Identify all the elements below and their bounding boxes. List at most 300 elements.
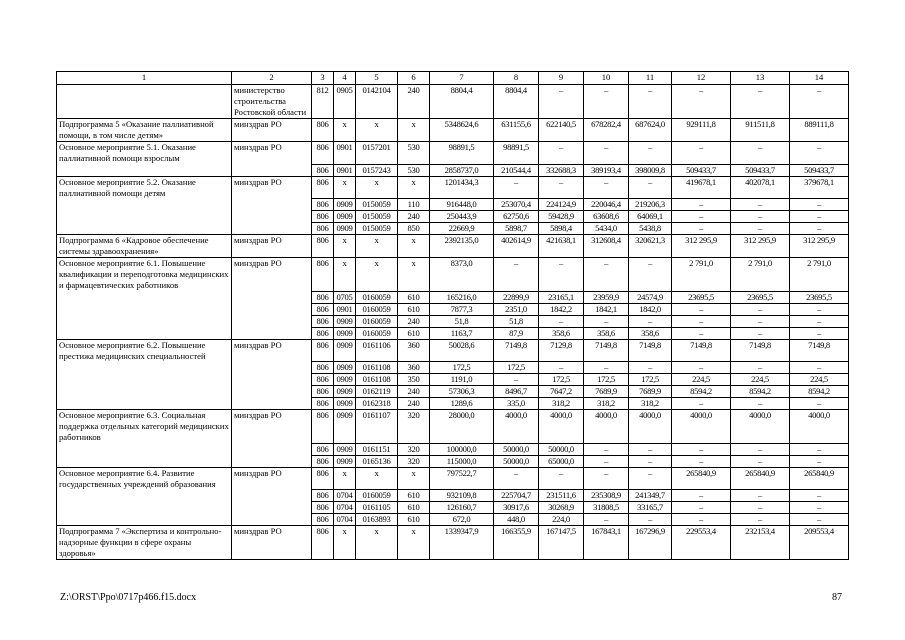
value-cell: 2351,0 — [494, 303, 539, 315]
value-cell: 806 — [312, 119, 334, 142]
value-cell: 2392135,0 — [430, 235, 494, 258]
value-cell: 0901 — [334, 164, 356, 176]
value-cell: 806 — [312, 514, 334, 526]
value-cell: 87,9 — [494, 327, 539, 339]
value-cell: 265840,9 — [790, 467, 849, 490]
value-cell: 530 — [398, 164, 430, 176]
program-name-cell — [57, 514, 232, 526]
value-cell: 172,5 — [539, 374, 584, 386]
column-header: 9 — [539, 72, 584, 85]
program-name-cell — [57, 327, 232, 339]
value-cell: 530 — [398, 142, 430, 165]
value-cell: 312 295,9 — [672, 235, 731, 258]
value-cell: – — [629, 467, 672, 490]
value-cell: 98891,5 — [430, 142, 494, 165]
value-cell: – — [672, 327, 731, 339]
value-cell: 419678,1 — [672, 176, 731, 199]
value-cell: 5348624,6 — [430, 119, 494, 142]
program-name-cell — [57, 223, 232, 235]
value-cell: – — [790, 315, 849, 327]
column-header: 3 — [312, 72, 334, 85]
value-cell: 812 — [312, 85, 334, 119]
value-cell: 806 — [312, 443, 334, 455]
value-cell: 358,6 — [629, 327, 672, 339]
value-cell: – — [672, 362, 731, 374]
value-cell: 64069,1 — [629, 211, 672, 223]
value-cell: 806 — [312, 455, 334, 467]
value-cell: 1289,6 — [430, 398, 494, 410]
table-row — [57, 502, 849, 514]
table-body — [57, 85, 849, 560]
value-cell: 4000,0 — [790, 410, 849, 444]
value-cell: – — [672, 455, 731, 467]
value-cell: 0909 — [334, 327, 356, 339]
value-cell: 806 — [312, 526, 334, 560]
value-cell: 24574,9 — [629, 291, 672, 303]
value-cell: – — [790, 327, 849, 339]
value-cell: 402078,1 — [731, 176, 790, 199]
value-cell: 8594,2 — [672, 386, 731, 398]
value-cell: – — [494, 258, 539, 292]
value-cell: 8594,2 — [790, 386, 849, 398]
table-row — [57, 303, 849, 315]
column-header: 13 — [731, 72, 790, 85]
value-cell: 806 — [312, 327, 334, 339]
value-cell: 0161106 — [356, 339, 398, 362]
value-cell: 4000,0 — [494, 410, 539, 444]
budget-table — [56, 71, 849, 560]
value-cell: – — [731, 502, 790, 514]
value-cell: 22899,9 — [494, 291, 539, 303]
value-cell: 5434,0 — [584, 223, 629, 235]
column-header: 4 — [334, 72, 356, 85]
value-cell: 7689,9 — [629, 386, 672, 398]
value-cell: 0704 — [334, 514, 356, 526]
column-header: 2 — [232, 72, 312, 85]
value-cell: – — [629, 514, 672, 526]
value-cell: 1191,0 — [430, 374, 494, 386]
value-cell: 911511,8 — [731, 119, 790, 142]
value-cell: 0160059 — [356, 291, 398, 303]
value-cell: 320 — [398, 455, 430, 467]
value-cell: 0150059 — [356, 223, 398, 235]
value-cell: 241349,7 — [629, 490, 672, 502]
executor-cell — [232, 490, 312, 502]
value-cell: 210544,4 — [494, 164, 539, 176]
value-cell: – — [584, 467, 629, 490]
value-cell: 7149,8 — [790, 339, 849, 362]
program-name-cell — [57, 85, 232, 119]
value-cell: 4000,0 — [629, 410, 672, 444]
value-cell: – — [790, 85, 849, 119]
value-cell: 4000,0 — [584, 410, 629, 444]
value-cell: 1339347,9 — [430, 526, 494, 560]
value-cell: 165216,0 — [430, 291, 494, 303]
value-cell: 0909 — [334, 362, 356, 374]
value-cell: 0150059 — [356, 211, 398, 223]
value-cell: 0901 — [334, 142, 356, 165]
value-cell: 806 — [312, 386, 334, 398]
value-cell: 610 — [398, 327, 430, 339]
value-cell: – — [672, 398, 731, 410]
value-cell: – — [731, 490, 790, 502]
value-cell: 448,0 — [494, 514, 539, 526]
page-number: 87 — [832, 592, 842, 603]
value-cell: 8373,0 — [430, 258, 494, 292]
table-row — [57, 211, 849, 223]
table-row — [57, 410, 849, 444]
value-cell: 806 — [312, 362, 334, 374]
value-cell: 2858737,0 — [430, 164, 494, 176]
value-cell: – — [494, 176, 539, 199]
value-cell: – — [731, 327, 790, 339]
value-cell: – — [629, 176, 672, 199]
value-cell: 235308,9 — [584, 490, 629, 502]
executor-cell — [232, 291, 312, 303]
value-cell: 0901 — [334, 303, 356, 315]
table-header — [57, 72, 849, 85]
program-name-cell: Подпрограмма 6 «Кадровое обеспечение системы здравоохранения» — [57, 235, 232, 258]
value-cell: 57306,3 — [430, 386, 494, 398]
value-cell: 240 — [398, 386, 430, 398]
program-name-cell — [57, 303, 232, 315]
value-cell: 0161107 — [356, 410, 398, 444]
value-cell: 402614,9 — [494, 235, 539, 258]
value-cell: 806 — [312, 374, 334, 386]
value-cell: 2 791,0 — [672, 258, 731, 292]
value-cell: – — [790, 490, 849, 502]
executor-cell — [232, 315, 312, 327]
value-cell: 0160059 — [356, 303, 398, 315]
value-cell: 806 — [312, 176, 334, 199]
program-name-cell: Подпрограмма 5 «Оказание паллиативной помощи, в том числе детям» — [57, 119, 232, 142]
value-cell: 678282,4 — [584, 119, 629, 142]
value-cell: 50000,0 — [494, 443, 539, 455]
value-cell: 5898,7 — [494, 223, 539, 235]
value-cell: – — [672, 142, 731, 165]
value-cell: 231511,6 — [539, 490, 584, 502]
value-cell: 224,5 — [790, 374, 849, 386]
value-cell: – — [672, 199, 731, 211]
value-cell: – — [672, 211, 731, 223]
value-cell: х — [398, 119, 430, 142]
value-cell: 23165,1 — [539, 291, 584, 303]
value-cell: 0909 — [334, 374, 356, 386]
value-cell: 240 — [398, 85, 430, 119]
value-cell: – — [790, 514, 849, 526]
value-cell: – — [584, 176, 629, 199]
value-cell: – — [584, 362, 629, 374]
program-name-cell — [57, 443, 232, 455]
program-name-cell: Основное мероприятие 5.1. Оказание паллиативной помощи взрослым — [57, 142, 232, 165]
value-cell: 250443,9 — [430, 211, 494, 223]
executor-cell — [232, 211, 312, 223]
value-cell: 219206,3 — [629, 199, 672, 211]
value-cell: – — [790, 455, 849, 467]
value-cell: 0162119 — [356, 386, 398, 398]
value-cell: 916448,0 — [430, 199, 494, 211]
value-cell: 672,0 — [430, 514, 494, 526]
value-cell: 806 — [312, 211, 334, 223]
value-cell: 1842,0 — [629, 303, 672, 315]
value-cell: 7149,8 — [629, 339, 672, 362]
value-cell: 610 — [398, 514, 430, 526]
value-cell: – — [672, 490, 731, 502]
executor-cell — [232, 223, 312, 235]
value-cell: 229553,4 — [672, 526, 731, 560]
value-cell: 240 — [398, 211, 430, 223]
value-cell: 172,5 — [494, 362, 539, 374]
value-cell: – — [629, 315, 672, 327]
value-cell: – — [672, 303, 731, 315]
value-cell: 797522,7 — [430, 467, 494, 490]
value-cell: 806 — [312, 291, 334, 303]
executor-cell: минздрав РО — [232, 142, 312, 165]
value-cell: 2 791,0 — [790, 258, 849, 292]
executor-cell: минздрав РО — [232, 467, 312, 490]
value-cell: 0161151 — [356, 443, 398, 455]
value-cell: – — [629, 455, 672, 467]
document-path: Z:\ORST\Ppo\0717p466.f15.docx — [60, 592, 197, 603]
value-cell: 0160059 — [356, 490, 398, 502]
table-row — [57, 455, 849, 467]
value-cell: х — [398, 258, 430, 292]
value-cell: 389193,4 — [584, 164, 629, 176]
value-cell: – — [494, 374, 539, 386]
table-row — [57, 398, 849, 410]
table-row — [57, 199, 849, 211]
value-cell: 225704,7 — [494, 490, 539, 502]
program-name-cell: Основное мероприятие 6.3. Социальная поддержка отдельных категорий медицинских работников — [57, 410, 232, 444]
table-row — [57, 327, 849, 339]
value-cell: 8804,4 — [494, 85, 539, 119]
value-cell: 0161108 — [356, 374, 398, 386]
value-cell: – — [584, 443, 629, 455]
value-cell: 312 295,9 — [790, 235, 849, 258]
value-cell: – — [731, 223, 790, 235]
value-cell: 0161108 — [356, 362, 398, 374]
table-row — [57, 467, 849, 490]
value-cell: 932109,8 — [430, 490, 494, 502]
value-cell: 889111,8 — [790, 119, 849, 142]
value-cell: 224,5 — [672, 374, 731, 386]
value-cell: 209553,4 — [790, 526, 849, 560]
table-row — [57, 235, 849, 258]
value-cell: 7149,8 — [584, 339, 629, 362]
column-header: 6 — [398, 72, 430, 85]
value-cell: 167296,9 — [629, 526, 672, 560]
value-cell: – — [539, 467, 584, 490]
value-cell: 350 — [398, 374, 430, 386]
value-cell: 65000,0 — [539, 455, 584, 467]
program-name-cell — [57, 164, 232, 176]
value-cell: 0157201 — [356, 142, 398, 165]
program-name-cell: Основное мероприятие 5.2. Оказание паллиативной помощи детям — [57, 176, 232, 199]
value-cell: 30268,9 — [539, 502, 584, 514]
program-name-cell — [57, 362, 232, 374]
program-name-cell: Основное мероприятие 6.1. Повышение квалификации и переподготовка медицинских и фармацевтических работников — [57, 258, 232, 292]
value-cell: – — [629, 443, 672, 455]
value-cell: 59428,9 — [539, 211, 584, 223]
value-cell: 5438,8 — [629, 223, 672, 235]
value-cell: 358,6 — [539, 327, 584, 339]
column-header: 5 — [356, 72, 398, 85]
value-cell: 0905 — [334, 85, 356, 119]
value-cell: 224124,9 — [539, 199, 584, 211]
value-cell: 115000,0 — [430, 455, 494, 467]
value-cell: 687624,0 — [629, 119, 672, 142]
value-cell: 2 791,0 — [731, 258, 790, 292]
value-cell: 0162318 — [356, 398, 398, 410]
value-cell: 360 — [398, 362, 430, 374]
value-cell: х — [356, 526, 398, 560]
value-cell: 0142104 — [356, 85, 398, 119]
value-cell: 850 — [398, 223, 430, 235]
value-cell: 312 295,9 — [731, 235, 790, 258]
executor-cell — [232, 327, 312, 339]
value-cell: 126160,7 — [430, 502, 494, 514]
value-cell: 0909 — [334, 455, 356, 467]
value-cell: 0705 — [334, 291, 356, 303]
value-cell: 509433,7 — [672, 164, 731, 176]
program-name-cell — [57, 291, 232, 303]
value-cell: – — [790, 443, 849, 455]
value-cell: х — [398, 467, 430, 490]
value-cell: – — [672, 223, 731, 235]
value-cell: 4000,0 — [672, 410, 731, 444]
value-cell: – — [790, 142, 849, 165]
value-cell: – — [539, 258, 584, 292]
value-cell: 23695,5 — [672, 291, 731, 303]
value-cell: 31808,5 — [584, 502, 629, 514]
value-cell: 23695,5 — [790, 291, 849, 303]
value-cell: 318,2 — [629, 398, 672, 410]
value-cell: – — [629, 362, 672, 374]
value-cell: 62750,6 — [494, 211, 539, 223]
value-cell: – — [584, 514, 629, 526]
value-cell: – — [539, 85, 584, 119]
executor-cell — [232, 362, 312, 374]
table-row — [57, 386, 849, 398]
program-name-cell — [57, 199, 232, 211]
value-cell: 806 — [312, 258, 334, 292]
value-cell: 4000,0 — [731, 410, 790, 444]
value-cell: 7149,8 — [494, 339, 539, 362]
value-cell: 1842,2 — [539, 303, 584, 315]
value-cell: – — [539, 362, 584, 374]
executor-cell — [232, 199, 312, 211]
value-cell: 806 — [312, 303, 334, 315]
value-cell: – — [584, 455, 629, 467]
value-cell: 253070,4 — [494, 199, 539, 211]
value-cell: 806 — [312, 315, 334, 327]
value-cell: 224,5 — [731, 374, 790, 386]
program-name-cell — [57, 211, 232, 223]
value-cell: 172,5 — [430, 362, 494, 374]
value-cell: 50000,0 — [494, 455, 539, 467]
value-cell: 0161105 — [356, 502, 398, 514]
table-row — [57, 223, 849, 235]
value-cell: 240 — [398, 398, 430, 410]
executor-cell — [232, 386, 312, 398]
value-cell: – — [731, 455, 790, 467]
value-cell: – — [731, 362, 790, 374]
value-cell: 806 — [312, 223, 334, 235]
value-cell: 265840,9 — [731, 467, 790, 490]
value-cell: х — [356, 235, 398, 258]
value-cell: 0909 — [334, 339, 356, 362]
value-cell: 172,5 — [629, 374, 672, 386]
table-row — [57, 315, 849, 327]
value-cell: – — [790, 199, 849, 211]
value-cell: х — [356, 467, 398, 490]
value-cell: 1842,1 — [584, 303, 629, 315]
value-cell: х — [334, 258, 356, 292]
value-cell: х — [334, 467, 356, 490]
value-cell: – — [672, 85, 731, 119]
value-cell: – — [790, 502, 849, 514]
value-cell: 0704 — [334, 490, 356, 502]
value-cell: 0909 — [334, 410, 356, 444]
value-cell: 1163,7 — [430, 327, 494, 339]
table-row — [57, 176, 849, 199]
value-cell: х — [334, 526, 356, 560]
value-cell: 509433,7 — [731, 164, 790, 176]
value-cell: 335,0 — [494, 398, 539, 410]
value-cell: – — [731, 315, 790, 327]
value-cell: 320621,3 — [629, 235, 672, 258]
value-cell: – — [629, 258, 672, 292]
value-cell: – — [672, 315, 731, 327]
value-cell: х — [398, 176, 430, 199]
executor-cell: минздрав РО — [232, 235, 312, 258]
executor-cell — [232, 443, 312, 455]
value-cell: 50028,6 — [430, 339, 494, 362]
value-cell: 0160059 — [356, 327, 398, 339]
program-name-cell: Основное мероприятие 6.2. Повышение престижа медицинских специальностей — [57, 339, 232, 362]
value-cell: 0160059 — [356, 315, 398, 327]
executor-cell — [232, 514, 312, 526]
table-row — [57, 85, 849, 119]
value-cell: – — [790, 303, 849, 315]
value-cell: х — [334, 176, 356, 199]
value-cell: – — [629, 142, 672, 165]
value-cell: 610 — [398, 291, 430, 303]
value-cell: 0150059 — [356, 199, 398, 211]
value-cell: – — [790, 398, 849, 410]
executor-cell: министерство строительства Ростовской области — [232, 85, 312, 119]
value-cell: – — [584, 85, 629, 119]
value-cell: 312608,4 — [584, 235, 629, 258]
executor-cell: минздрав РО — [232, 339, 312, 362]
value-cell: 4000,0 — [539, 410, 584, 444]
value-cell: 33165,7 — [629, 502, 672, 514]
executor-cell — [232, 398, 312, 410]
value-cell: 421638,1 — [539, 235, 584, 258]
value-cell: 0909 — [334, 315, 356, 327]
value-cell: 5898,4 — [539, 223, 584, 235]
value-cell: 7149,8 — [672, 339, 731, 362]
value-cell: 7689,9 — [584, 386, 629, 398]
value-cell: 220046,4 — [584, 199, 629, 211]
value-cell: 622140,5 — [539, 119, 584, 142]
column-header: 1 — [57, 72, 232, 85]
value-cell: 0909 — [334, 386, 356, 398]
column-header: 10 — [584, 72, 629, 85]
value-cell: 28000,0 — [430, 410, 494, 444]
program-name-cell — [57, 490, 232, 502]
value-cell: – — [731, 443, 790, 455]
